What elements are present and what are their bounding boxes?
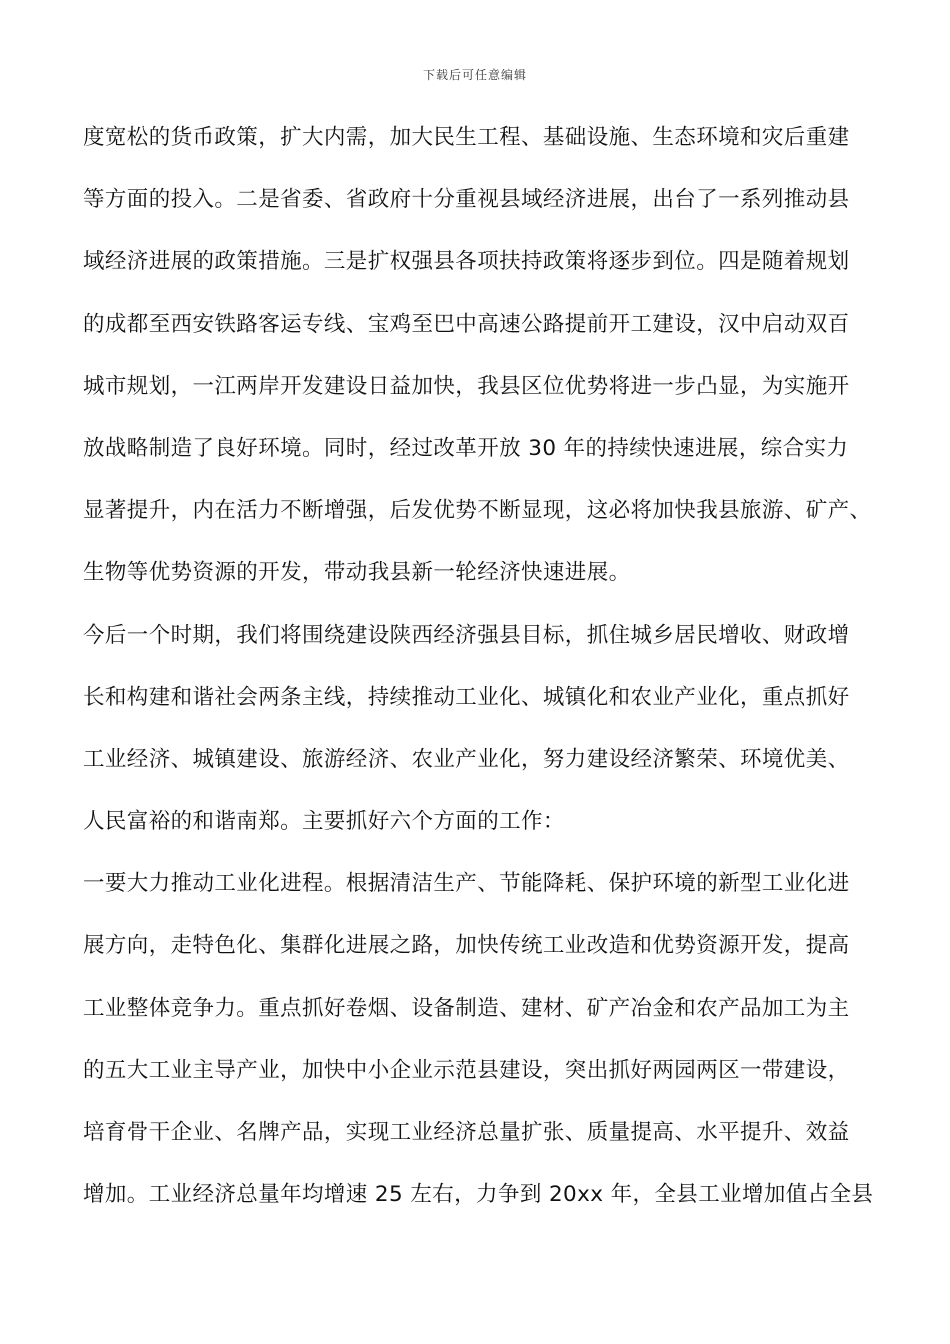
document-body: [83, 118, 883, 1237]
text-line: 长和构建和谐社会两条主线，持续推动工业化、城镇化和农业产业化，重点抓好: [83, 684, 850, 710]
text-line: 生物等优势资源的开发，带动我县新一轮经济快速进展。: [83, 560, 631, 586]
text-line: 工业经济、城镇建设、旅游经济、农业产业化，努力建设经济繁荣、环境优美、: [83, 746, 850, 772]
text-line: 等方面的投入。二是省委、省政府十分重视县域经济进展，出台了一系列推动县: [83, 187, 850, 213]
text-line: 展方向，走特色化、集群化进展之路，加快传统工业改造和优势资源开发，提高: [83, 933, 850, 959]
text-line: 放战略制造了良好环境。同时，经过改革开放 30 年的持续快速进展，综合实力: [83, 435, 849, 461]
text-line: 培育骨干企业、名牌产品，实现工业经济总量扩张、质量提高、水平提升、效益: [83, 1120, 850, 1145]
text-line: 域经济进展的政策措施。三是扩权强县各项扶持政策将逐步到位。四是随着规划: [83, 249, 850, 275]
text-line: 的成都至西安铁路客运专线、宝鸡至巴中高速公路提前开工建设，汉中启动双百: [83, 311, 850, 337]
text-line: 显著提升，内在活力不断增强，后发优势不断显现，这必将加快我县旅游、矿产、: [83, 498, 872, 524]
page-header: 下载后可任意编辑: [422, 68, 527, 82]
text-line: 一要大力推动工业化进程。根据清洁生产、节能降耗、保护环境的新型工业化进: [83, 871, 850, 897]
text-line: 今后一个时期，我们将围绕建设陕西经济强县目标，抓住城乡居民增收、财政增: [83, 622, 850, 648]
text-line: 城市规划，一江两岸开发建设日益加快，我县区位优势将进一步凸显，为实施开: [83, 373, 850, 399]
text-line: 增加。工业经济总量年均增速 25 左右，力争到 20xx 年，全县工业增加值占全县: [83, 1182, 874, 1208]
text-line: 度宽松的货币政策，扩大内需，加大民生工程、基础设施、生态环境和灾后重建: [83, 125, 850, 150]
text-line: 人民富裕的和谐南郑。主要抓好六个方面的工作：: [83, 809, 565, 835]
text-line: 的五大工业主导产业，加快中小企业示范县建设，突出抓好两园两区一带建设，: [83, 1057, 850, 1083]
text-line: 工业整体竞争力。重点抓好卷烟、设备制造、建材、矿产冶金和农产品加工为主: [83, 995, 850, 1021]
